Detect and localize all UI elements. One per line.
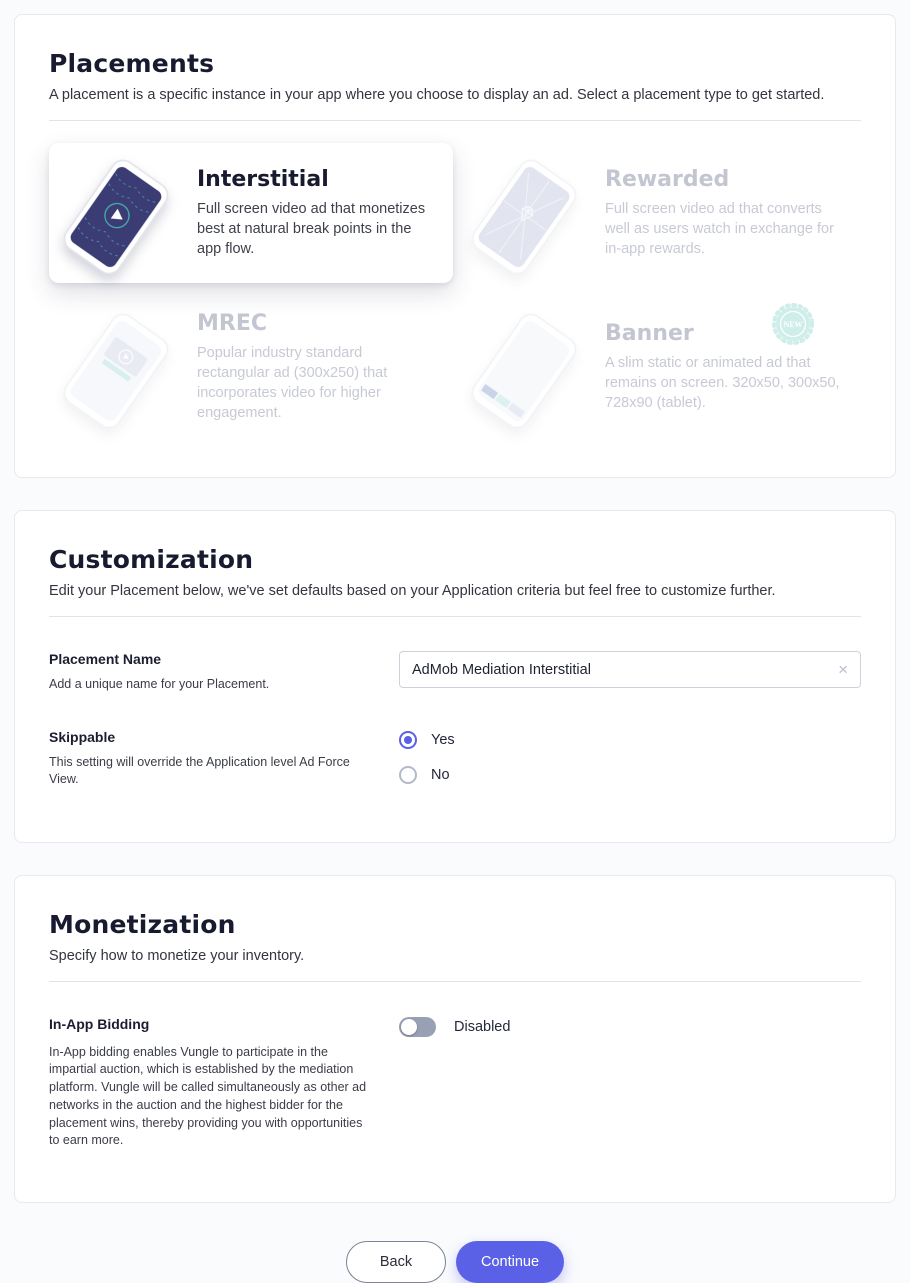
radio-option-no[interactable]	[399, 766, 861, 784]
placement-type-interstitial[interactable]	[49, 143, 453, 283]
tile-description: A slim static or animated ad that remains on screen. 320x50, 300x50, 728x90 (tablet).	[605, 355, 840, 411]
clear-input-icon[interactable]: ×	[838, 660, 848, 679]
toggle-knob	[401, 1019, 417, 1035]
in-app-bidding-toggle[interactable]	[399, 1017, 436, 1037]
monetization-title: Monetization	[49, 909, 236, 939]
in-app-bidding-state: Disabled	[454, 1018, 511, 1035]
skippable-row	[49, 729, 861, 788]
footer-actions	[0, 1241, 910, 1283]
placement-type-mrec[interactable]	[49, 297, 453, 437]
placement-name-input-wrapper	[399, 651, 861, 688]
divider	[49, 981, 861, 982]
tile-description: Full screen video ad that monetizes best at natural break points in the app flow.	[197, 201, 426, 257]
customization-card	[14, 510, 896, 843]
skippable-label: Skippable	[49, 728, 116, 745]
placement-type-grid	[49, 143, 861, 437]
customization-title: Customization	[49, 545, 254, 574]
tile-title: Banner	[605, 321, 694, 346]
radio-label: Yes	[431, 731, 455, 748]
tile-title: Interstitial	[197, 167, 329, 192]
skippable-radio-group	[399, 729, 861, 784]
placement-name-helper: Add a unique name for your Placement.	[49, 677, 270, 691]
divider	[49, 120, 861, 121]
placements-card	[14, 14, 896, 478]
interstitial-phone-icon	[65, 157, 183, 269]
customization-subtitle: Edit your Placement below, we've set defaults based on your Application criteria but feel free to customize further.	[49, 583, 776, 599]
tile-description: Full screen video ad that converts well as users watch in exchange for in-app rewards.	[605, 201, 834, 257]
in-app-bidding-row	[49, 1016, 861, 1151]
rewarded-phone-icon	[473, 157, 591, 269]
radio-circle	[399, 731, 417, 749]
tile-description: Popular industry standard rectangular ad (300x250) that incorporates video for higher engagement.	[197, 345, 388, 421]
in-app-bidding-label: In-App Bidding	[49, 1015, 150, 1032]
placement-name-label: Placement Name	[49, 651, 162, 667]
in-app-bidding-description: In-App bidding enables Vungle to participate in the impartial auction, which is established by the mediation platform. Vungle will be called simultaneously as other ad networks in the auction and the highest bidder for the placement wins, thereby providing you with opportunities to earn more.	[49, 1044, 367, 1148]
back-button[interactable]: Back	[346, 1241, 446, 1283]
placement-name-row	[49, 651, 861, 693]
monetization-card	[14, 875, 896, 1204]
placement-type-banner[interactable]	[457, 297, 861, 437]
banner-phone-icon	[473, 311, 591, 423]
skippable-helper: This setting will override the Application level Ad Force View.	[49, 754, 350, 786]
placement-type-rewarded[interactable]	[457, 143, 861, 283]
divider	[49, 616, 861, 617]
placement-name-input[interactable]	[412, 662, 830, 678]
continue-button[interactable]: Continue	[456, 1241, 564, 1283]
placements-title: Placements	[49, 49, 215, 78]
tile-title: Rewarded	[605, 167, 730, 192]
new-badge	[771, 302, 815, 346]
radio-option-yes[interactable]	[399, 731, 861, 749]
tile-title: MREC	[197, 311, 268, 336]
placements-subtitle: A placement is a specific instance in your app where you choose to display an ad. Select a placement type to get started.	[49, 87, 825, 103]
new-badge-text: NEW	[783, 320, 803, 329]
monetization-subtitle: Specify how to monetize your inventory.	[49, 947, 305, 964]
radio-circle	[399, 766, 417, 784]
mrec-phone-icon	[65, 311, 183, 423]
radio-label: No	[431, 766, 450, 783]
